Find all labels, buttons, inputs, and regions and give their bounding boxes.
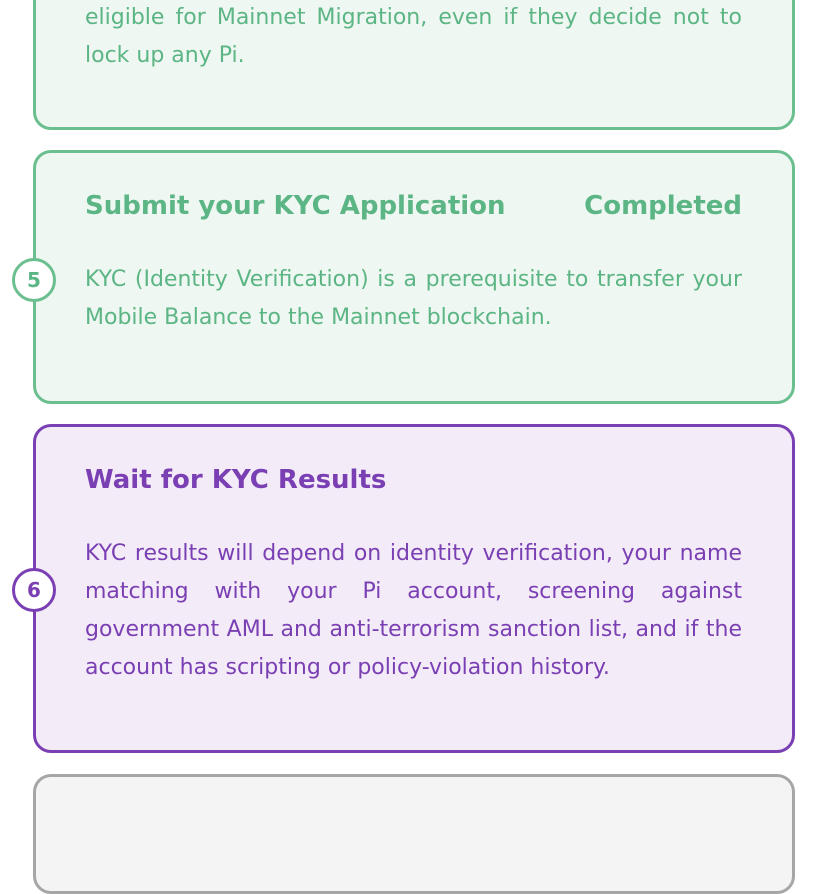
step-card-7 — [33, 774, 795, 894]
step-6-title: Wait for KYC Results — [85, 465, 387, 495]
step-6-number-badge: 6 — [12, 568, 56, 612]
step-card-4 — [33, 0, 795, 130]
step-5-title: Submit your KYC Application — [85, 191, 506, 221]
step-card-5 — [27, 150, 795, 404]
step-5-status-badge: Completed — [584, 191, 742, 221]
step-card-6 — [27, 424, 795, 753]
step-4-description: eligible for Mainnet Migration, even if they decide not to lock up any Pi. — [85, 5, 742, 68]
step-5-number-badge: 5 — [12, 258, 56, 302]
step-6-description: KYC results will depend on identity verification, your name matching with your Pi account, screening against government AML and anti-terrorism sanction list, and if the account has scripting or policy-violation history. — [85, 541, 742, 680]
step-5-description: KYC (Identity Verification) is a prerequisite to transfer your Mobile Balance to the Mainnet blockchain. — [85, 267, 742, 330]
